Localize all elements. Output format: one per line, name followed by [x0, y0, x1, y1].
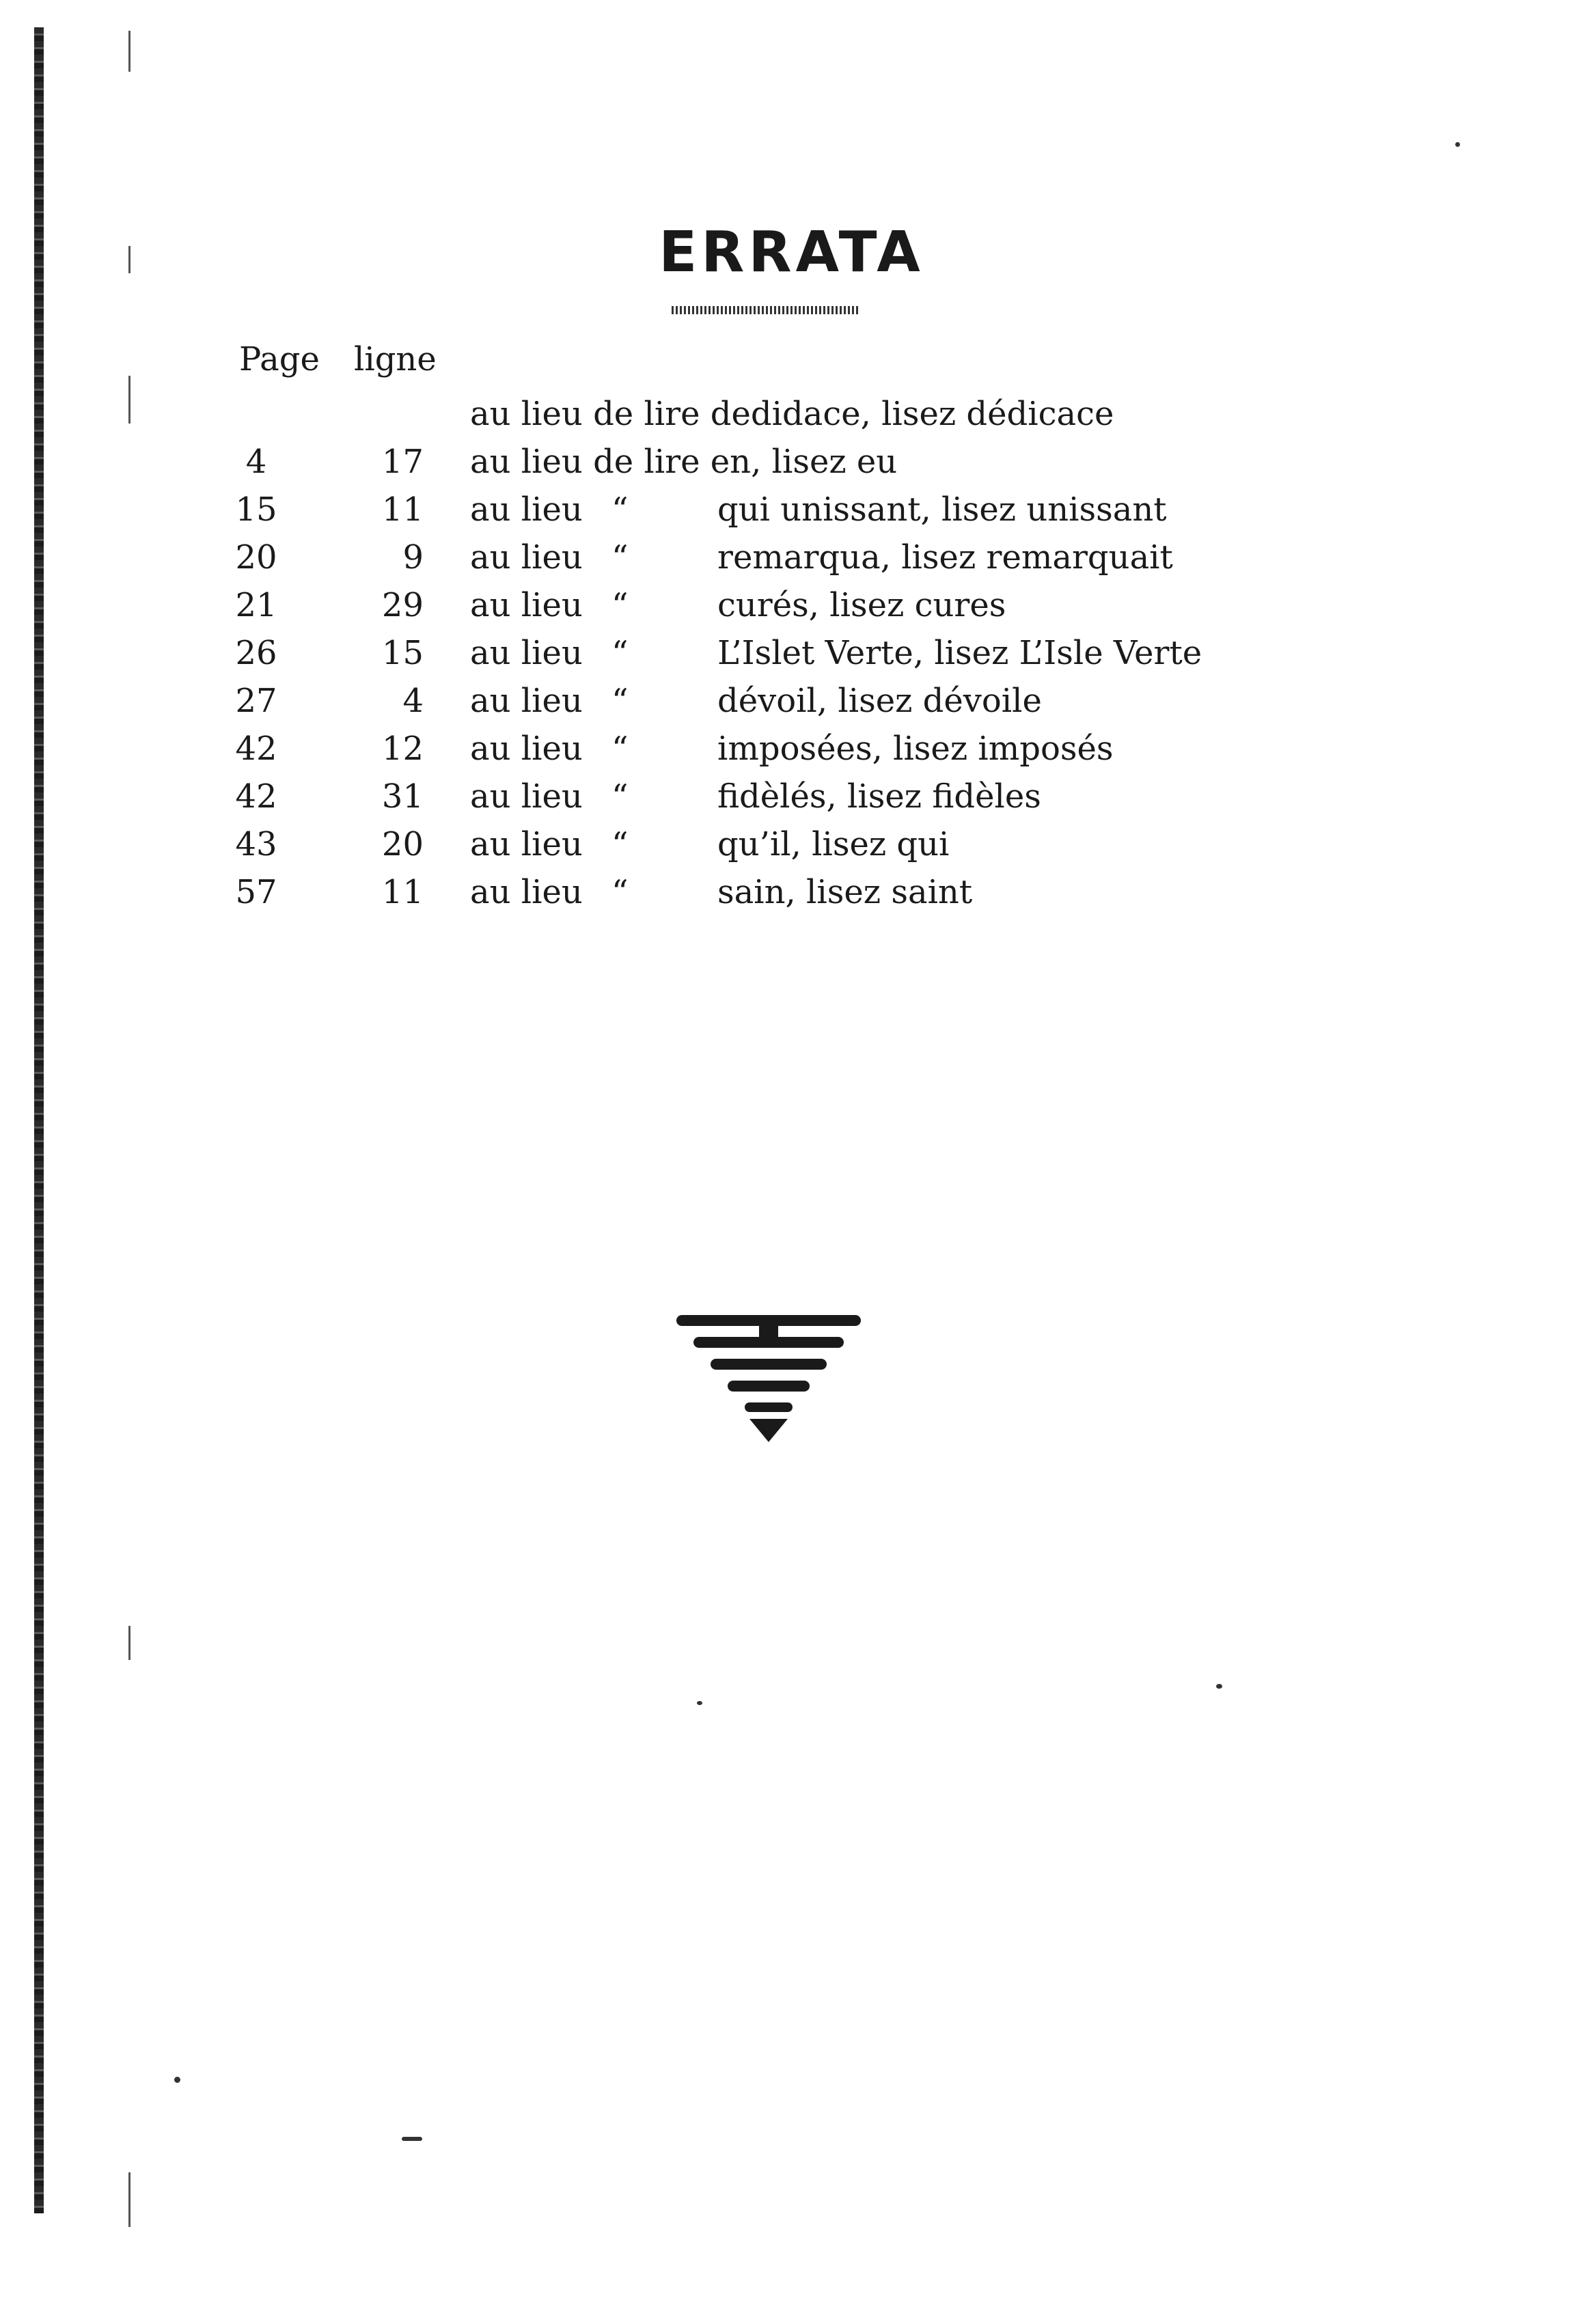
errata-line: 17	[381, 443, 424, 481]
errata-page: 15	[235, 490, 277, 529]
inverted-triangle-rule-ornament-icon	[673, 1308, 864, 1458]
errata-correction: L’Islet Verte, lisez L’Isle Verte	[717, 634, 1202, 672]
ditto-mark: “	[611, 538, 629, 577]
errata-au-lieu: au lieu	[470, 490, 583, 529]
errata-row	[0, 586, 1583, 634]
scan-speck	[174, 2077, 180, 2083]
errata-correction: fidèlés, lisez fidèles	[717, 777, 1041, 816]
errata-au-lieu: au lieu	[470, 777, 583, 816]
errata-au-lieu: au lieu	[470, 538, 583, 577]
errata-line: 15	[381, 634, 424, 672]
errata-page: 43	[235, 825, 277, 863]
errata-page: 27	[235, 682, 277, 720]
errata-correction: qu’il, lisez qui	[717, 825, 950, 863]
errata-text: au lieu de lire en, lisez eu	[470, 443, 898, 481]
errata-line: 29	[381, 586, 424, 624]
errata-row	[0, 682, 1583, 730]
errata-line: 9	[402, 538, 424, 577]
scan-speck	[1455, 142, 1460, 147]
ditto-mark: “	[611, 873, 629, 911]
scan-speck	[402, 2137, 422, 2141]
errata-row	[0, 730, 1583, 777]
errata-page: 20	[235, 538, 277, 577]
scan-mark	[128, 31, 130, 72]
errata-row	[0, 777, 1583, 825]
errata-page: 21	[235, 586, 277, 624]
errata-page: 42	[235, 730, 277, 768]
ditto-mark: “	[611, 634, 629, 672]
errata-page: 42	[235, 777, 277, 816]
errata-line: 12	[381, 730, 424, 768]
errata-row	[0, 873, 1583, 921]
ditto-mark: “	[611, 490, 629, 529]
scan-mark	[128, 2172, 130, 2227]
errata-page: 4	[245, 443, 267, 481]
errata-au-lieu: au lieu	[470, 586, 583, 624]
errata-line: 11	[381, 873, 424, 911]
errata-au-lieu: au lieu	[470, 825, 583, 863]
binding-edge	[34, 27, 44, 2213]
errata-au-lieu: au lieu	[470, 634, 583, 672]
errata-au-lieu: au lieu	[470, 730, 583, 768]
errata-page: 26	[235, 634, 277, 672]
errata-correction: imposées, lisez imposés	[717, 730, 1114, 768]
ditto-mark: “	[611, 825, 629, 863]
errata-row	[0, 634, 1583, 682]
scan-mark	[128, 1626, 130, 1660]
errata-correction: remarqua, lisez remarquait	[717, 538, 1173, 577]
errata-page: 57	[235, 873, 277, 911]
errata-correction: curés, lisez cures	[717, 586, 1006, 624]
errata-intro-text: au lieu de lire dedidace, lisez dédicace	[470, 395, 1114, 433]
ditto-mark: “	[611, 777, 629, 816]
scan-speck	[697, 1701, 702, 1705]
errata-line: 11	[381, 490, 424, 529]
errata-correction: sain, lisez saint	[717, 873, 973, 911]
errata-line: 20	[381, 825, 424, 863]
errata-line: 31	[381, 777, 424, 816]
errata-row	[0, 825, 1583, 873]
column-header-line: ligne	[354, 340, 437, 378]
errata-row	[0, 538, 1583, 586]
errata-line: 4	[402, 682, 424, 720]
errata-correction: qui unissant, lisez unissant	[717, 490, 1167, 529]
errata-row	[0, 490, 1583, 538]
errata-correction: dévoil, lisez dévoile	[717, 682, 1042, 720]
ditto-mark: “	[611, 682, 629, 720]
errata-row	[0, 443, 1583, 490]
errata-au-lieu: au lieu	[470, 682, 583, 720]
errata-au-lieu: au lieu	[470, 873, 583, 911]
page-title: ERRATA	[659, 220, 924, 285]
scan-speck	[1216, 1684, 1222, 1689]
column-header-page: Page	[239, 340, 320, 378]
ditto-mark: “	[611, 730, 629, 768]
title-underline	[672, 306, 859, 314]
ditto-mark: “	[611, 586, 629, 624]
errata-intro-row	[0, 395, 1583, 443]
